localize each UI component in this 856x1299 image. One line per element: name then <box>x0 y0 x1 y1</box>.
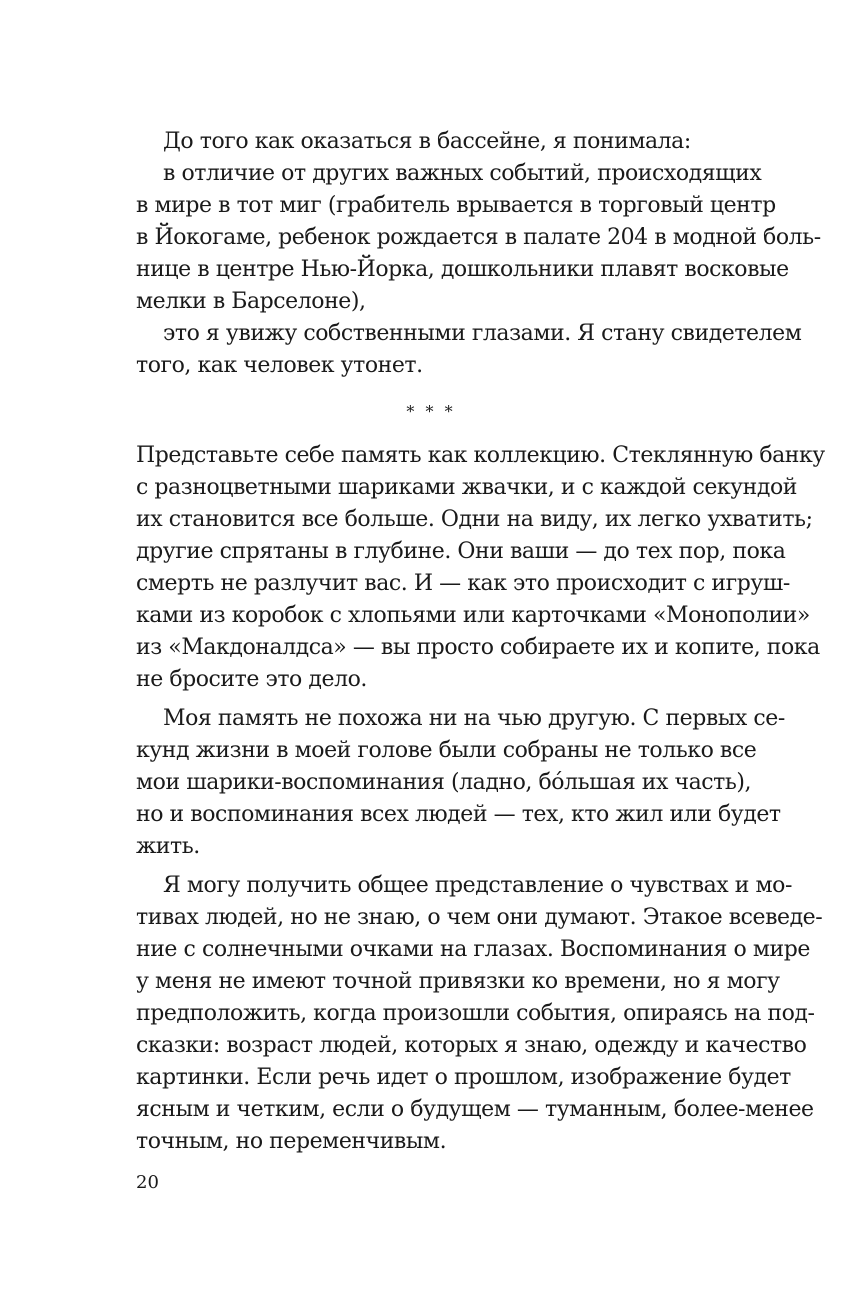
text-line: жить. <box>136 834 200 859</box>
text-line: не бросите это дело. <box>136 667 367 692</box>
text-line: того, как человек утонет. <box>136 353 423 378</box>
text-line: это я увижу собственными глазами. Я стану свидетелем <box>163 321 802 346</box>
text-line: из «Макдоналдса» — вы просто собираете их и копите, пока <box>136 635 820 660</box>
text-line: ние с солнечными очками на глазах. Воспоминания о мире <box>136 937 810 962</box>
text-line: точным, но переменчивым. <box>136 1129 447 1154</box>
text-line: нице в центре Нью-Йорка, дошкольники плавят восковые <box>136 257 789 282</box>
text-line: сказки: возраст людей, которых я знаю, одежду и качество <box>136 1033 807 1058</box>
text-line: ясным и четким, если о будущем — туманным, более-менее <box>136 1097 814 1122</box>
section-separator: * * * <box>406 402 456 421</box>
text-line: Моя память не похожа ни на чью другую. С первых се- <box>163 706 785 731</box>
text-line: мои шарики-воспоминания (ладно, бóльшая их часть), <box>136 770 752 795</box>
text-line: в мире в тот миг (грабитель врывается в торговый центр <box>136 193 776 218</box>
text-line: у меня не имеют точной привязки ко времени, но я могу <box>136 969 780 994</box>
text-line: их становится все больше. Одни на виду, их легко ухватить; <box>136 507 813 532</box>
text-line: предположить, когда произошли события, опираясь на под- <box>136 1001 815 1026</box>
text-line: смерть не разлучит вас. И — как это происходит с игруш- <box>136 571 790 596</box>
text-line: Представьте себе память как коллекцию. Стеклянную банку <box>136 443 825 468</box>
text-line: кунд жизни в моей голове были собраны не только все <box>136 738 757 763</box>
text-line: тивах людей, но не знаю, о чем они думают. Этакое всеведе- <box>136 905 823 930</box>
text-line: Я могу получить общее представление о чувствах и мо- <box>163 873 792 898</box>
text-line: мелки в Барселоне), <box>136 289 366 314</box>
page-number: 20 <box>136 1172 159 1193</box>
text-line: До того как оказаться в бассейне, я понимала: <box>163 129 691 154</box>
text-line: в Йокогаме, ребенок рождается в палате 204 в модной боль- <box>136 225 821 250</box>
text-line: с разноцветными шариками жвачки, и с каждой секундой <box>136 475 797 500</box>
text-line: другие спрятаны в глубине. Они ваши — до тех пор, пока <box>136 539 786 564</box>
text-line: в отличие от других важных событий, происходящих <box>163 161 762 186</box>
text-line: картинки. Если речь идет о прошлом, изображение будет <box>136 1065 791 1090</box>
text-line: ками из коробок с хлопьями или карточками «Монополии» <box>136 603 810 628</box>
text-line: но и воспоминания всех людей — тех, кто жил или будет <box>136 802 781 827</box>
